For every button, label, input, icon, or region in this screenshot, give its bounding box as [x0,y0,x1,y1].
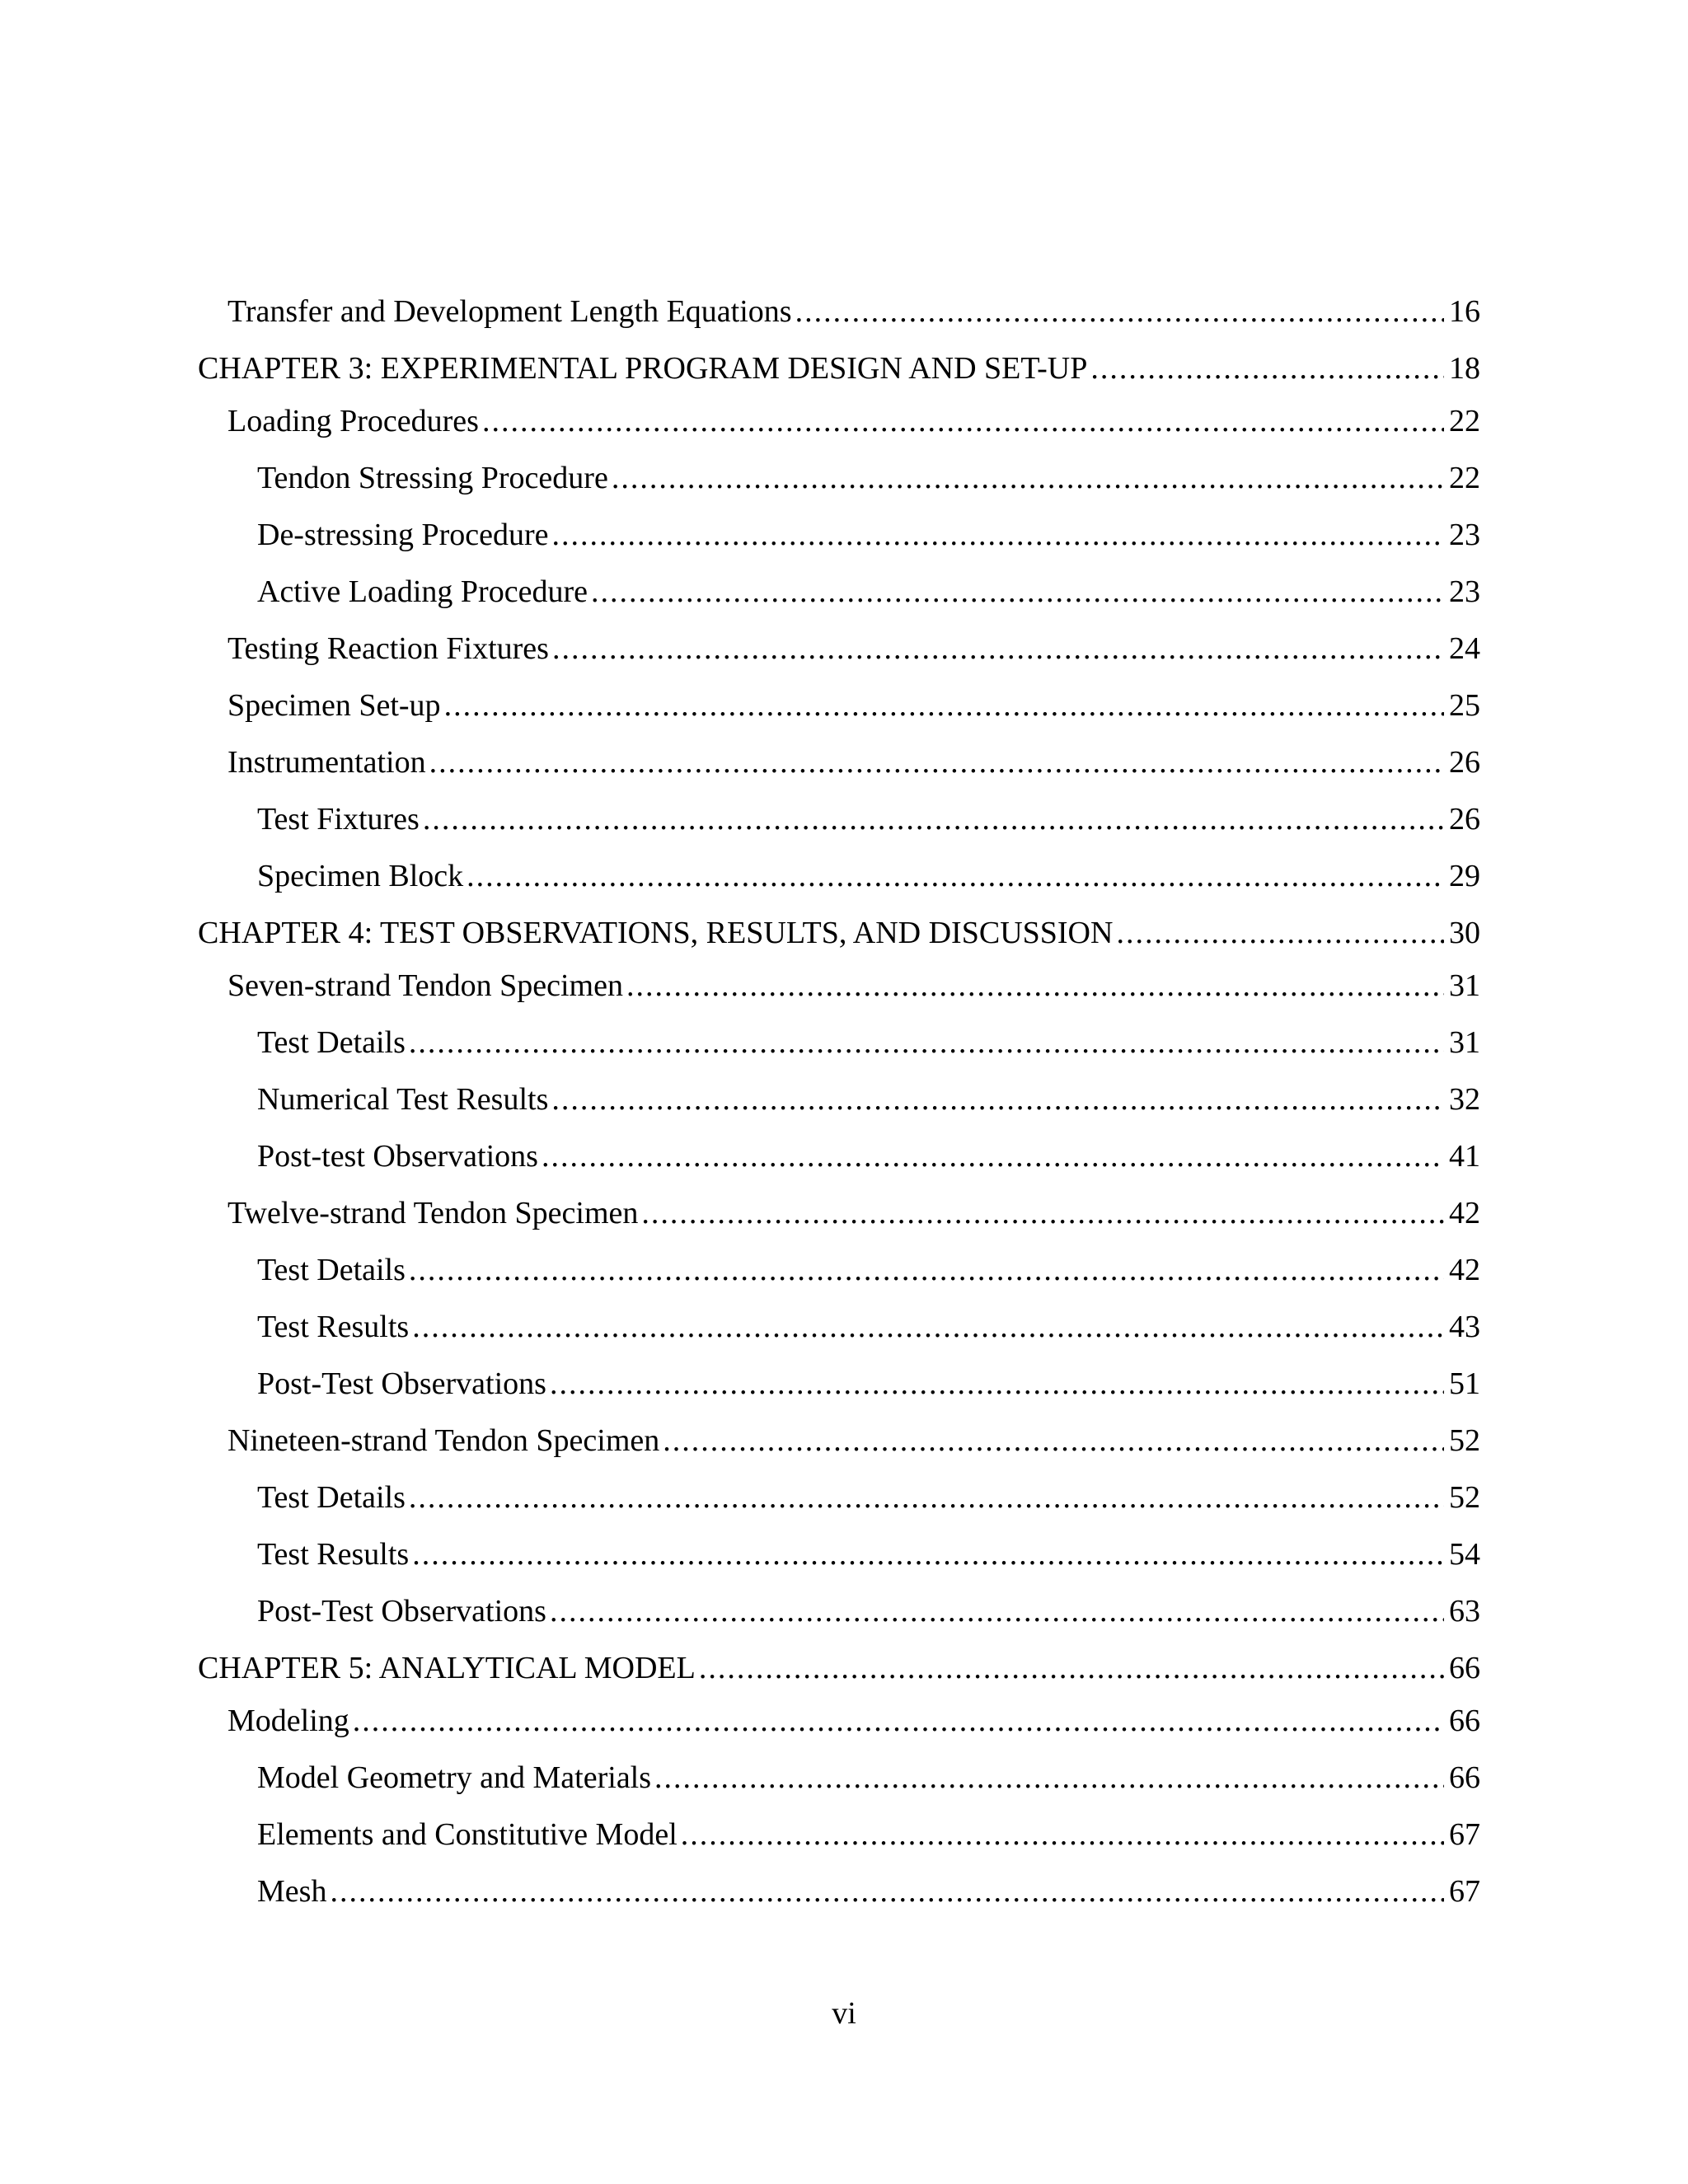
toc-entry-page-number: 32 [1449,1082,1480,1117]
toc-subsection-entry [198,459,1480,516]
toc-entry-title: CHAPTER 5: ANALYTICAL MODEL [198,1651,696,1685]
toc-entry-page-number: 66 [1449,1651,1480,1685]
toc-entry-page-number: 66 [1449,1760,1480,1795]
toc-subsection-entry [198,1816,1480,1872]
dot-leader [550,1365,1444,1403]
dot-leader [626,967,1444,1005]
toc-subsection-entry [198,1365,1480,1422]
toc-entry-title: De-stressing Procedure [257,518,549,552]
dot-leader [641,1194,1444,1232]
toc-entry-page-number: 23 [1449,518,1480,552]
toc-entry-page-number: 41 [1449,1139,1480,1174]
toc-subsection-entry [198,573,1480,630]
toc-entry-title: Mesh [257,1874,327,1909]
toc-entry-title: Tendon Stressing Procedure [257,461,608,495]
toc-entry-page-number: 43 [1449,1310,1480,1344]
toc-entry-page-number: 18 [1449,351,1480,386]
toc-entry-page-number: 63 [1449,1594,1480,1629]
toc-subsection-entry [198,1251,1480,1308]
toc-entry-page-number: 24 [1449,631,1480,666]
toc-section-entry [198,1702,1480,1759]
dot-leader [1116,914,1444,952]
dot-leader [654,1759,1444,1797]
dot-leader [552,630,1444,668]
toc-entry-page-number: 42 [1449,1196,1480,1230]
toc-entry-page-number: 22 [1449,461,1480,495]
dot-leader [444,687,1444,724]
table-of-contents [198,293,1480,1929]
toc-entry-page-number: 22 [1449,404,1480,438]
toc-entry-title: Post-Test Observations [257,1594,546,1629]
toc-entry-title: Test Details [257,1480,406,1515]
dot-leader [681,1816,1444,1854]
dot-leader [552,516,1444,554]
toc-entry-page-number: 52 [1449,1423,1480,1458]
toc-subsection-entry [198,1024,1480,1080]
dot-leader [663,1422,1444,1460]
toc-entry-page-number: 52 [1449,1480,1480,1515]
toc-subsection-entry [198,1080,1480,1137]
toc-entry-title: Seven-strand Tendon Specimen [227,968,623,1003]
toc-subsection-entry [198,1759,1480,1816]
dot-leader [699,1649,1444,1687]
toc-chapter-entry [198,349,1480,402]
toc-entry-title: Test Fixtures [257,802,420,837]
toc-section-entry [198,967,1480,1024]
toc-entry-title: Specimen Block [257,859,464,893]
toc-entry-title: CHAPTER 3: EXPERIMENTAL PROGRAM DESIGN AND SET-UP [198,351,1088,386]
dot-leader [412,1308,1444,1346]
toc-entry-title: Test Details [257,1025,406,1060]
toc-entry-page-number: 67 [1449,1817,1480,1852]
dot-leader [409,1251,1444,1289]
toc-entry-title: Post-test Observations [257,1139,538,1174]
toc-chapter-entry [198,1649,1480,1702]
dot-leader [330,1872,1444,1910]
page-number: vi [832,1996,856,2031]
toc-entry-page-number: 67 [1449,1874,1480,1909]
dot-leader [409,1479,1444,1516]
toc-entry-title: Test Details [257,1253,406,1287]
dot-leader [591,573,1444,611]
dot-leader [550,1592,1444,1630]
toc-subsection-entry [198,1592,1480,1649]
toc-entry-title: Post-Test Observations [257,1366,546,1401]
toc-entry-page-number: 30 [1449,916,1480,950]
toc-entry-page-number: 31 [1449,1025,1480,1060]
toc-entry-title: Test Results [257,1537,410,1572]
dot-leader [409,1024,1444,1062]
dot-leader [1090,349,1444,387]
toc-section-entry [198,1422,1480,1479]
dot-leader [612,459,1444,497]
toc-entry-page-number: 23 [1449,574,1480,609]
dot-leader [795,293,1444,330]
toc-entry-page-number: 66 [1449,1704,1480,1738]
toc-entry-title: Loading Procedures [227,404,479,438]
toc-entry-page-number: 26 [1449,745,1480,780]
toc-entry-title: Active Loading Procedure [257,574,588,609]
toc-entry-title: Model Geometry and Materials [257,1760,652,1795]
toc-entry-page-number: 31 [1449,968,1480,1003]
toc-section-entry [198,293,1480,349]
toc-entry-title: Elements and Constitutive Model [257,1817,678,1852]
toc-section-entry [198,402,1480,459]
dot-leader [423,800,1444,838]
toc-entry-page-number: 26 [1449,802,1480,837]
toc-entry-page-number: 16 [1449,294,1480,329]
toc-entry-page-number: 42 [1449,1253,1480,1287]
toc-entry-title: Modeling [227,1704,349,1738]
toc-subsection-entry [198,857,1480,914]
toc-entry-title: Twelve-strand Tendon Specimen [227,1196,639,1230]
dot-leader [412,1535,1444,1573]
dot-leader [467,857,1444,895]
dot-leader [482,402,1444,440]
toc-subsection-entry [198,1308,1480,1365]
toc-section-entry [198,1194,1480,1251]
toc-chapter-entry [198,914,1480,967]
toc-entry-page-number: 29 [1449,859,1480,893]
toc-entry-title: Instrumentation [227,745,426,780]
toc-section-entry [198,687,1480,743]
dot-leader [551,1080,1444,1118]
toc-entry-title: Nineteen-strand Tendon Specimen [227,1423,660,1458]
toc-section-entry [198,630,1480,687]
dot-leader [429,743,1444,781]
toc-entry-title: Test Results [257,1310,410,1344]
toc-subsection-entry [198,516,1480,573]
toc-entry-title: CHAPTER 4: TEST OBSERVATIONS, RESULTS, AND DISCUSSION [198,916,1114,950]
toc-subsection-entry [198,1535,1480,1592]
toc-entry-title: Transfer and Development Length Equations [227,294,792,329]
toc-entry-title: Numerical Test Results [257,1082,549,1117]
toc-subsection-entry [198,1479,1480,1535]
dot-leader [542,1137,1444,1175]
toc-entry-page-number: 54 [1449,1537,1480,1572]
toc-subsection-entry [198,800,1480,857]
toc-entry-page-number: 25 [1449,688,1480,723]
toc-entry-title: Specimen Set-up [227,688,441,723]
toc-subsection-entry [198,1872,1480,1929]
dot-leader [353,1702,1444,1740]
toc-entry-page-number: 51 [1449,1366,1480,1401]
toc-section-entry [198,743,1480,800]
toc-entry-title: Testing Reaction Fixtures [227,631,549,666]
toc-subsection-entry [198,1137,1480,1194]
